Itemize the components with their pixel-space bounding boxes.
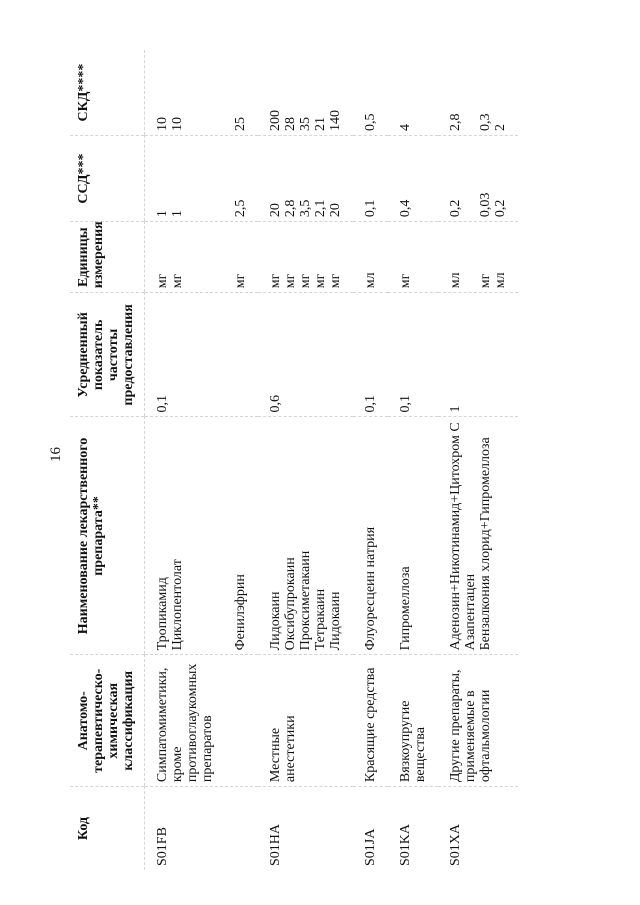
row-ssd: [258, 136, 353, 222]
drug-skd: 0,3: [478, 113, 493, 132]
drug-skd: 2,8: [448, 113, 463, 132]
table-row: [388, 50, 438, 870]
row-drug-names: [258, 417, 353, 655]
drug-ssd: 2,1: [313, 199, 328, 218]
row-code: S01KA: [398, 823, 413, 866]
drug-unit: мг: [478, 273, 493, 289]
row-units: [438, 222, 518, 293]
rotated-table-container: [70, 50, 620, 870]
drug-ssd: 0,2: [493, 199, 508, 218]
drug-skd: 21: [313, 117, 328, 132]
table-row: [145, 50, 259, 870]
table-row: [353, 50, 388, 870]
drug-unit: мг: [155, 273, 170, 289]
drug-skd: 200: [268, 110, 283, 132]
drug-ssd: 3,5: [298, 199, 313, 218]
drug-name: Тропикамид: [155, 577, 170, 651]
row-classification: Местные анестетики: [258, 655, 353, 787]
drug-skd: 35: [298, 117, 313, 132]
drug-skd: 140: [328, 110, 343, 132]
drug-name: Проксиметакаин: [298, 550, 313, 651]
header-drug-name: Наименование лекарственного препарата**: [70, 417, 145, 655]
row-code: S01JA: [363, 828, 378, 866]
drug-name: Флуоресцеин натрия: [353, 417, 388, 655]
row-skd: [438, 50, 518, 136]
header-units: Единицы измерения: [70, 222, 145, 293]
row-code: S01FB: [155, 827, 170, 866]
row-code: S01HA: [268, 823, 283, 866]
drug-unit: мг: [388, 222, 438, 293]
drug-unit: мг: [233, 273, 248, 289]
row-ssd: [438, 136, 518, 222]
drug-ssd: 1: [170, 210, 185, 218]
drug-ssd: 0,1: [353, 136, 388, 222]
table-row: [438, 50, 518, 870]
drug-name: Бензалкония хлорид+Гипромеллоза: [478, 437, 493, 651]
drug-name: Оксибупрокаин: [283, 557, 298, 651]
drug-unit: мг: [298, 273, 313, 289]
drug-unit: мл: [448, 272, 463, 289]
row-frequency: 0,1: [388, 293, 438, 417]
drug-skd: 10: [155, 117, 170, 132]
header-code: Код: [70, 787, 145, 870]
drug-skd: 28: [283, 117, 298, 132]
drug-name: Тетракаин: [313, 588, 328, 651]
drug-skd: 10: [170, 117, 185, 132]
drug-skd: 25: [233, 117, 248, 132]
drug-name: Лидокаин: [268, 591, 283, 651]
header-classification: Анатомо-терапевтическо-химическая классификация: [70, 655, 145, 787]
header-ssd: ССД***: [70, 136, 145, 222]
row-frequency: 0,1: [145, 293, 259, 417]
row-frequency: 1: [438, 293, 518, 417]
row-frequency: 0,1: [353, 293, 388, 417]
row-classification: Симпатомиметики, кроме противоглаукомных препаратов: [145, 655, 259, 787]
header-frequency: Усредненный показатель частоты предоставления: [70, 293, 145, 417]
row-classification: Другие препараты, применяемые в офтальмологии: [438, 655, 518, 787]
drug-unit: мг: [170, 273, 185, 289]
drug-unit: мг: [268, 273, 283, 289]
drug-name: Гипромеллоза: [388, 417, 438, 655]
drug-skd: 0,5: [353, 50, 388, 136]
drug-unit: мг: [313, 273, 328, 289]
row-skd: [145, 50, 259, 136]
table-header-row: [70, 50, 145, 870]
drug-table: [70, 50, 518, 870]
drug-ssd: 2,8: [283, 199, 298, 218]
row-frequency: 0,6: [258, 293, 353, 417]
drug-skd: 4: [388, 50, 438, 136]
row-skd: [258, 50, 353, 136]
drug-ssd: 1: [155, 210, 170, 218]
drug-name: Азапентацен: [463, 573, 478, 651]
row-units: [258, 222, 353, 293]
row-units: [145, 222, 259, 293]
drug-unit: мг: [328, 273, 343, 289]
page-number: 16: [48, 447, 64, 462]
drug-unit: мл: [353, 222, 388, 293]
drug-unit: мл: [493, 272, 508, 289]
drug-ssd: 20: [328, 203, 343, 218]
drug-name: Фенилэфрин: [233, 574, 248, 651]
drug-name: Лидокаин: [328, 591, 343, 651]
row-classification: Красящие средства: [353, 655, 388, 787]
row-classification: Вязкоупругие вещества: [388, 655, 438, 787]
row-drug-names: [438, 417, 518, 655]
table-row: [258, 50, 353, 870]
drug-ssd: 0,2: [448, 199, 463, 218]
row-drug-names: [145, 417, 259, 655]
row-code: S01XA: [448, 823, 463, 866]
drug-unit: мг: [283, 273, 298, 289]
header-skd: СКД****: [70, 50, 145, 136]
drug-skd: 2: [493, 124, 508, 132]
row-ssd: [145, 136, 259, 222]
drug-ssd: 20: [268, 203, 283, 218]
drug-ssd: 2,5: [233, 199, 248, 218]
drug-name: Аденозин+Никотинамид+Цитохром С: [448, 422, 463, 651]
drug-ssd: 0,03: [478, 192, 493, 218]
drug-name: Циклопентолат: [170, 559, 185, 651]
drug-ssd: 0,4: [388, 136, 438, 222]
